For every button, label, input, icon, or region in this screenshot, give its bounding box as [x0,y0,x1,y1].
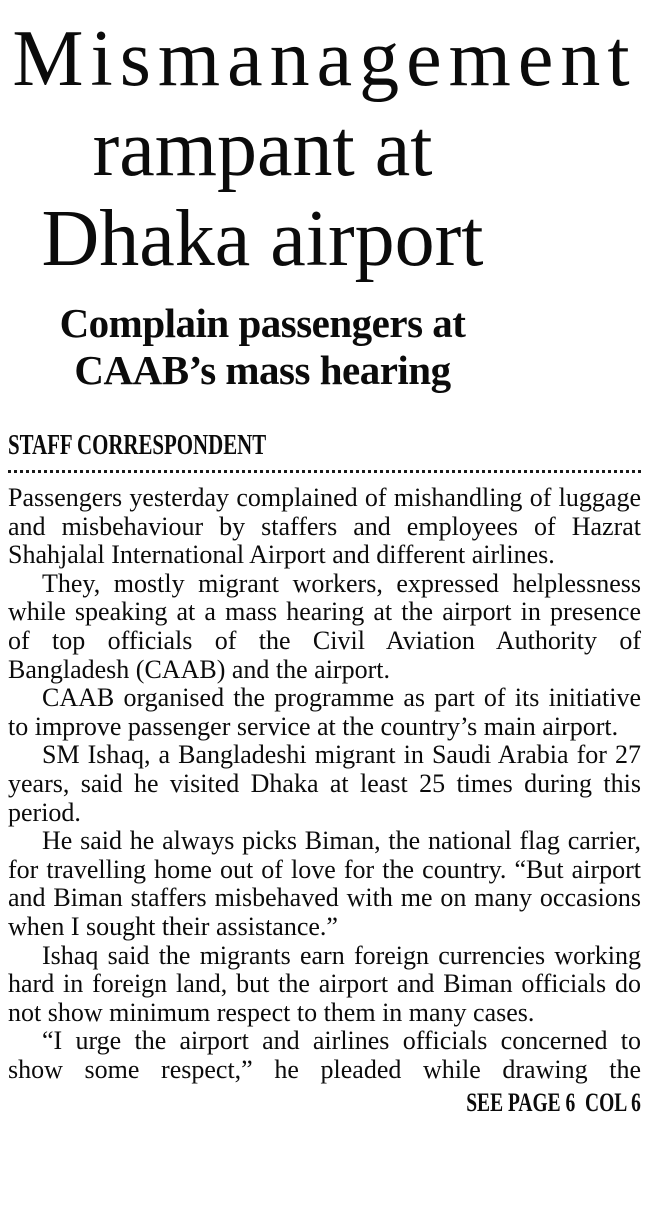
continuation-reference [8,1090,641,1116]
article-headline [8,14,641,284]
headline-line-1: Mismanagement [12,15,637,103]
paragraph-6: Ishaq said the migrants earn foreign currencies working hard in foreign land, but the airport and Biman officials do not show minimum respect to them in many cases. [8,940,641,1027]
dotted-separator [8,470,641,473]
paragraph-4: SM Ishaq, a Bangladeshi migrant in Saudi Arabia for 27 years, said he visited Dhaka at least 25 times during this period. [8,740,641,827]
newspaper-article-page [0,14,649,1231]
paragraph-2: They, mostly migrant workers, expressed helplessness while speaking at a mass hearing at the airport in presence of top officials of the Civil Aviation Authority of Bangladesh (CAAB) and the airport. [8,568,641,684]
subheadline-line-1: Complain passengers at [59,300,466,346]
continuation-text: SEE PAGE 6 COL 6 [466,1088,641,1118]
paragraph-1: Passengers yesterday complained of mishandling of luggage and misbehaviour by staffers and employees of Hazrat Shahjalal International Airport and different airlines. [8,483,641,570]
article-body [8,484,641,1084]
byline [8,430,641,460]
byline-text: STAFF CORRESPONDENT [8,429,267,461]
headline-line-2: rampant at [92,105,433,193]
article-subheadline [8,300,517,394]
headline-line-3: Dhaka airport [41,195,484,283]
paragraph-5: He said he always picks Biman, the national flag carrier, for travelling home out of love for the country. “But airport and Biman staffers misbehaved with me on many occasions when I sought their assistance.” [8,826,641,941]
paragraph-7: “I urge the airport and airlines officials concerned to show some respect,” he pleaded while drawing the [8,1026,641,1084]
subheadline-line-2: CAAB’s mass hearing [74,347,451,393]
paragraph-3: CAAB organised the programme as part of its initiative to improve passenger service at the country’s main airport. [8,683,641,741]
